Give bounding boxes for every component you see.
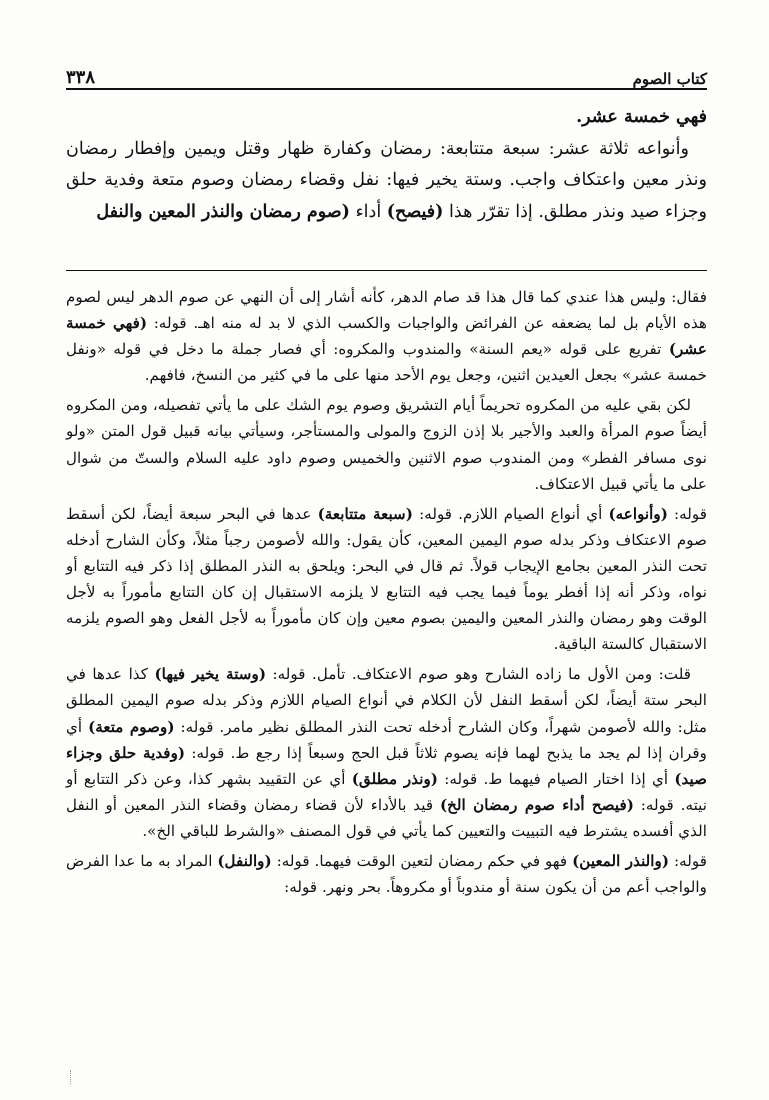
commentary-span: فهو في حكم رمضان لتعين الوقت فيهما. قوله: bbox=[271, 851, 573, 870]
commentary-span: أي وقران إذا لم يجد ما يذبح لهما فإنه يصوم ثلاثاً قبل الحج وسبعاً إذا رجع ط. قوله: bbox=[66, 717, 707, 762]
page-number: ٣٣٨ bbox=[66, 67, 96, 88]
commentary-span: كذا عدها في البحر ستة أيضاً، لكن أسقط النفل لأن الكلام في أنواع الصيام اللازم وذكر بدله صوم اليمين المطلق مثل: والله لأصومن شهراً، وكان الشارح أدخله تحت النذر المطلق نظير مامر. قوله: bbox=[66, 665, 708, 736]
commentary-span: المراد به ما عدا الفرض والواجب أعم من أن يكون سنة أو مندوباً أو مكروهاً. بحر ونهر. قوله: bbox=[66, 851, 707, 897]
commentary-span: أي إذا اختار الصيام فيهما ط. قوله: bbox=[437, 769, 675, 788]
main-bold-span: (صوم رمضان والنذر المعين والنفل bbox=[96, 201, 350, 222]
commentary-span: أي أنواع الصيام اللازم. قوله: bbox=[412, 504, 609, 523]
commentary-bold: (والنذر المعين) bbox=[572, 851, 670, 870]
main-paragraph bbox=[66, 102, 707, 134]
commentary-span: لكن بقي عليه من المكروه تحريماً أيام التشريق وصوم يوم الشك على ما يأتي تفصيله، ومن المكروه أيضاً صوم المرأة والعبد والأجير بلا إذن الزوج والمولى والمستأجر، وسيأتي بيانه قبيل قول المتن «ولو نوى مسافر الفطر» ومن المندوب صوم الاثنين والخميس وصوم داود عليه السلام والستّ من شوال على ما يأتي قبيل الاعتكاف. bbox=[66, 396, 707, 493]
commentary-paragraph bbox=[66, 392, 707, 496]
main-paragraph bbox=[66, 134, 707, 229]
running-header bbox=[66, 62, 707, 90]
commentary-span: تفريع على قوله «يعم السنة» والمندوب والمكروه: أي فصار جملة ما دخل في قوله «ونفل خمسة عشر» بجعل العيدين اثنين، وجعل يوم الأحد منها على ما في كثير من النسخ، فافهم. bbox=[66, 340, 707, 385]
book-title: كتاب الصوم bbox=[632, 70, 707, 88]
separator-rule bbox=[66, 270, 707, 271]
commentary-text bbox=[66, 284, 707, 904]
commentary-paragraph bbox=[66, 661, 707, 844]
commentary-span: قلت: ومن الأول ما زاده الشارح وهو صوم الاعتكاف. تأمل. قوله: bbox=[266, 665, 691, 684]
commentary-span: عدها في البحر سبعة أيضاً، لكن أسقط صوم الاعتكاف وذكر بدله صوم اليمين المعين، كأن يقول: والله لأصومن رجباً مثلاً، وكأن الشارح أدخله تحت النذر المعين بجامع الإيجاب قولاً. ثم قال في البحر: ويلحق به النذر المطلق إذا ذكر فيه التتابع أو نواه، وذكر أنه إذا أفطر يوماً فيما يجب فيه التتابع لا يلزمه الاستقبال إن كان التتابع مأموراً به لأجل الوقت وهو رمضان والنذر المعين واليمين بصوم معين وإن كان مأموراً به لأجل الفعل وهو الصوم يلزمه الاستقبال كالستة الباقية. bbox=[66, 504, 707, 654]
commentary-paragraph bbox=[66, 284, 707, 388]
commentary-bold: (وستة يخير فيها) bbox=[154, 665, 267, 684]
commentary-paragraph bbox=[66, 848, 707, 900]
commentary-bold: (فهي خمسة عشر) bbox=[66, 314, 707, 359]
main-bold-span: (فيصح) bbox=[386, 201, 444, 222]
main-text-span: وأنواعه ثلاثة عشر: سبعة متتابعة: رمضان وكفارة ظهار وقتل ويمين وإفطار رمضان ونذر معين واعتكاف واجب. وستة يخير فيها: نفل وقضاء رمضان وصوم متعة وفدية حلق وجزاء صيد ونذر مطلق. إذا تقرّر هذا bbox=[66, 138, 707, 222]
commentary-span: قوله: bbox=[669, 851, 707, 870]
commentary-bold: (والنفل) bbox=[217, 851, 272, 870]
main-text-span: أداء bbox=[349, 201, 387, 222]
main-line: فهي خمسة عشر. bbox=[576, 107, 707, 127]
commentary-bold: (فيصح أداء صوم رمضان الخ) bbox=[439, 795, 634, 814]
scan-mark bbox=[70, 1070, 73, 1084]
commentary-bold: (وفدية حلق وجزاء صيد) bbox=[66, 743, 707, 788]
commentary-paragraph bbox=[66, 501, 707, 658]
commentary-span: قوله: bbox=[667, 504, 708, 523]
commentary-span: قيد بالأداء لأن قضاء رمضان وقضاء النذر المعين أو النفل الذي أفسده يشترط فيه التبييت والتعيين كما يأتي في قول المصنف «والشرط للباقي الخ». bbox=[66, 795, 707, 840]
commentary-span: فقال: وليس هذا عندي كما قال هذا قد صام الدهر، كأنه أشار إلى أن النهي عن صوم الدهر ليس لصوم هذه الأيام بل لما يضعفه عن الفرائض والواجبات والكسب الذي لا بد له منه اهـ. قوله: bbox=[66, 288, 707, 333]
commentary-bold: (ونذر مطلق) bbox=[351, 769, 438, 788]
main-text bbox=[66, 102, 707, 228]
commentary-bold: (سبعة متتابعة) bbox=[317, 504, 413, 523]
commentary-bold: (وصوم متعة) bbox=[88, 717, 175, 736]
commentary-bold: (وأنواعه) bbox=[608, 504, 668, 523]
commentary-span: أي عن التقييد بشهر كذا، وعن ذكر التتابع أو نيته. قوله: bbox=[66, 769, 707, 814]
